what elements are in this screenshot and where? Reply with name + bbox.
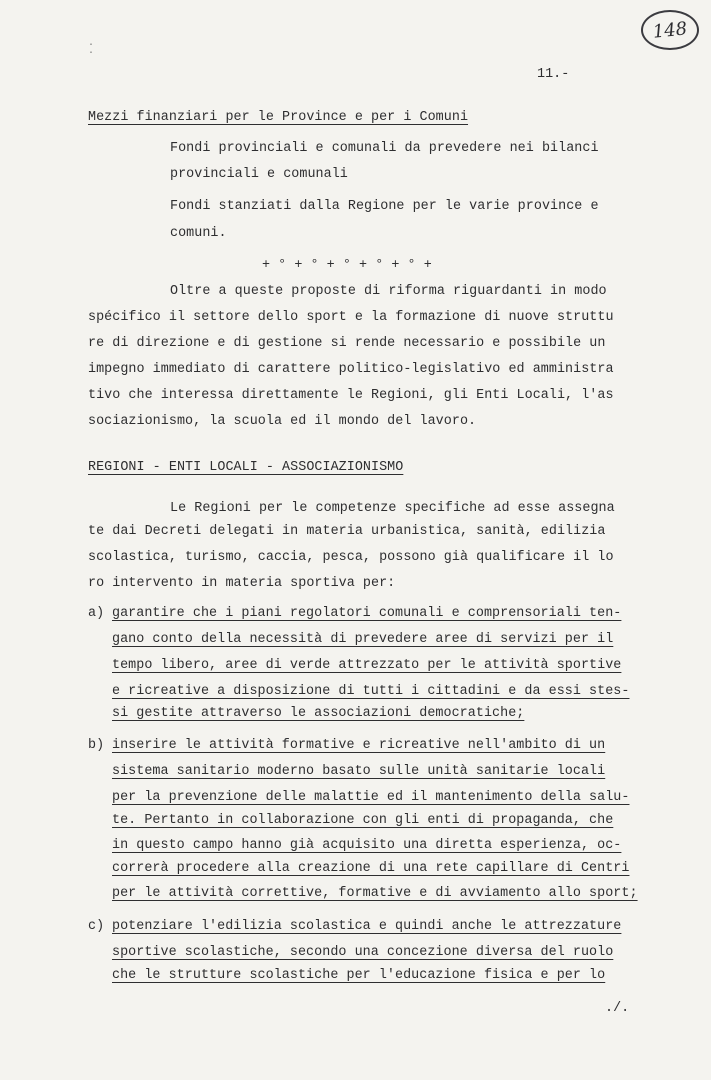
paragraph2-line: te dai Decreti delegati in materia urbanistica, sanità, edilizia <box>88 524 606 539</box>
paragraph1-line: tivo che interessa direttamente le Regioni, gli Enti Locali, l'as <box>88 388 614 403</box>
list-item-a-line: gano conto della necessità di prevedere aree di servizi per il <box>112 632 614 647</box>
list-item-c-line: sportive scolastiche, secondo una concezione diversa del ruolo <box>112 945 614 960</box>
list-marker-c: c) <box>88 919 105 934</box>
list-item-a-line: si gestite attraverso le associazioni democratiche; <box>112 706 525 721</box>
list-item-a-line: e ricreative a disposizione di tutti i cittadini e da essi stes- <box>112 684 630 699</box>
margin-marks: · · <box>88 40 95 59</box>
section1-line: comuni. <box>170 226 227 241</box>
paragraph1-line: Oltre a queste proposte di riforma riguardanti in modo <box>170 284 607 299</box>
stamp-number: 148 <box>651 18 689 43</box>
section1-line: Fondi provinciali e comunali da prevedere nei bilanci <box>170 141 599 156</box>
list-item-a-line: tempo libero, aree di verde attrezzato per le attività sportive <box>112 658 622 673</box>
list-item-b-line: te. Pertanto in collaborazione con gli enti di propaganda, che <box>112 813 614 828</box>
paragraph1-line: impegno immediato di carattere politico-legislativo ed amministra <box>88 362 614 377</box>
list-item-b-line: in questo campo hanno già acquisito una diretta esperienza, oc- <box>112 838 622 853</box>
list-item-b-line: correrà procedere alla creazione di una rete capillare di Centri <box>112 861 630 876</box>
list-item-b-line: sistema sanitario moderno basato sulle unità sanitarie locali <box>112 764 606 779</box>
paragraph1-line: sociazionismo, la scuola ed il mondo del lavoro. <box>88 414 477 429</box>
section-heading-financing: Mezzi finanziari per le Province e per i Comuni <box>88 110 469 125</box>
continuation-mark: ./. <box>605 1001 630 1016</box>
list-item-b-line: inserire le attività formative e ricreative nell'ambito di un <box>112 738 606 753</box>
paragraph2-line: Le Regioni per le competenze specifiche ad esse assegna <box>170 501 615 516</box>
paragraph2-line: scolastica, turismo, caccia, pesca, possono già qualificare il lo <box>88 550 614 565</box>
paragraph2-line: ro intervento in materia sportiva per: <box>88 576 396 591</box>
list-item-a-line: garantire che i piani regolatori comunali e comprensoriali ten- <box>112 606 622 621</box>
list-marker-b: b) <box>88 738 105 753</box>
list-item-b-line: per la prevenzione delle malattie ed il mantenimento della salu- <box>112 790 630 805</box>
page-stamp <box>641 10 699 50</box>
separator-line: + ° + ° + ° + ° + ° + <box>262 258 432 273</box>
list-item-c-line: potenziare l'edilizia scolastica e quindi anche le attrezzature <box>112 919 622 934</box>
section1-line: Fondi stanziati dalla Regione per le varie province e <box>170 199 599 214</box>
section1-line: provinciali e comunali <box>170 167 348 182</box>
paragraph1-line: re di direzione e di gestione si rende necessario e possibile un <box>88 336 606 351</box>
section-heading-regions: REGIONI - ENTI LOCALI - ASSOCIAZIONISMO <box>88 460 404 475</box>
list-marker-a: a) <box>88 606 105 621</box>
page-number: 11.- <box>537 67 570 82</box>
list-item-b-line: per le attività correttive, formative e di avviamento allo sport; <box>112 886 638 901</box>
paragraph1-line: spécifico il settore dello sport e la formazione di nuove struttu <box>88 310 614 325</box>
list-item-c-line: che le strutture scolastiche per l'educazione fisica e per lo <box>112 968 606 983</box>
